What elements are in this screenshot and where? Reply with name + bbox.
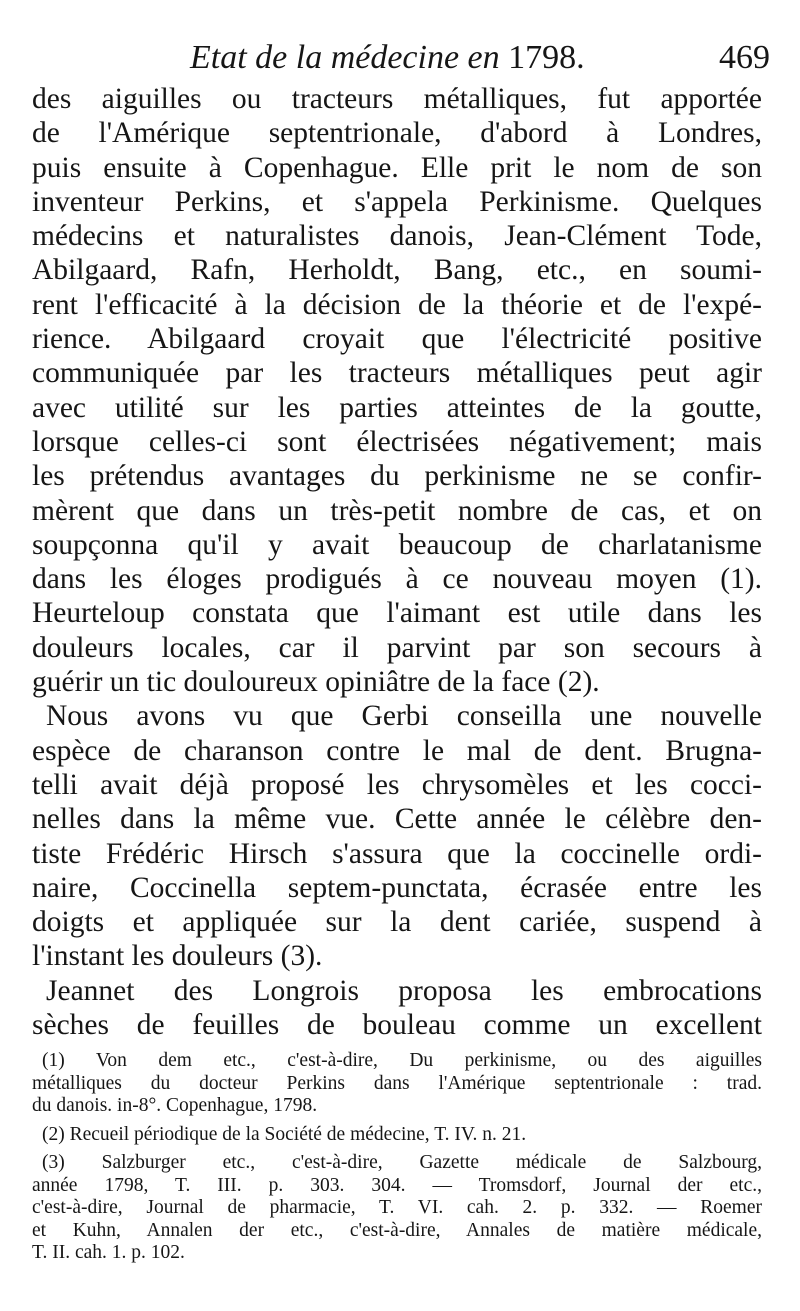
footnote-line: (2) Recueil périodique de la Société de médecine, T. IV. n. 21. — [42, 1123, 527, 1145]
text-line: lorsque celles-ci sont électrisées négativement; mais — [32, 425, 762, 458]
running-head-year: 1798. — [508, 39, 585, 76]
footnote-line: métalliques du docteur Perkins dans l'Amérique septentrionale : trad. — [32, 1072, 762, 1094]
page-number: 469 — [719, 39, 770, 76]
text-line: médecins et naturalistes danois, Jean-Clément Tode, — [32, 220, 762, 253]
footnote-line: c'est-à-dire, Journal de pharmacie, T. VI. cah. 2. p. 332. — Roemer — [32, 1197, 762, 1218]
text-line: guérir un tic douloureux opiniâtre de la face (2). — [32, 666, 600, 699]
running-head — [190, 36, 770, 80]
text-line: sèches de feuilles de bouleau comme un excellent — [32, 1009, 762, 1042]
text-line: Heurteloup constata que l'aimant est utile dans les — [32, 597, 762, 630]
text-line: les prétendus avantages du perkinisme ne se confir- — [32, 460, 762, 493]
text-line: Jeannet des Longrois proposa les embrocations — [46, 974, 762, 1007]
text-line: tiste Frédéric Hirsch s'assura que la coccinelle ordi- — [32, 837, 762, 870]
text-line: des aiguilles ou tracteurs métalliques, fut apportée — [32, 83, 762, 115]
footnote-2 — [32, 1124, 762, 1147]
footnote-line: (3) Salzburger etc., c'est-à-dire, Gazette médicale de Salzbourg, — [42, 1152, 762, 1173]
text-line: rience. Abilgaard croyait que l'électricité positive — [32, 323, 762, 356]
text-line: nelles dans la même vue. Cette année le célèbre den- — [32, 803, 762, 836]
footnote-1 — [32, 1050, 762, 1118]
text-line: inventeur Perkins, et s'appela Perkinisme. Quelques — [32, 185, 762, 218]
text-line: rent l'efficacité à la décision de la théorie et de l'expé- — [32, 288, 762, 321]
footnote-3 — [32, 1152, 762, 1265]
text-line: l'instant les douleurs (3). — [32, 940, 323, 973]
text-line: telli avait déjà proposé les chrysomèles et les cocci- — [32, 768, 762, 801]
text-line: mèrent que dans un très-petit nombre de cas, et on — [32, 494, 762, 527]
text-line: dans les éloges prodigués à ce nouveau moyen (1). — [32, 563, 762, 596]
text-line: puis ensuite à Copenhague. Elle prit le nom de son — [32, 151, 762, 184]
text-line: naire, Coccinella septem-punctata, écrasée entre les — [32, 871, 762, 904]
footnote-line: (1) Von dem etc., c'est-à-dire, Du perkinisme, ou des aiguilles — [42, 1050, 762, 1071]
text-line: avec utilité sur les parties atteintes de la goutte, — [32, 391, 762, 424]
text-line: espèce de charanson contre le mal de dent. Brugna- — [32, 734, 762, 767]
text-line: doigts et appliquée sur la dent cariée, suspend à — [32, 906, 762, 939]
text-line: douleurs locales, car il parvint par son secours à — [32, 631, 762, 664]
footnote-line: et Kuhn, Annalen der etc., c'est-à-dire, Annales de matière médicale, — [32, 1219, 762, 1241]
text-line: Abilgaard, Rafn, Herholdt, Bang, etc., en soumi- — [32, 254, 762, 287]
text-line: de l'Amérique septentrionale, d'abord à Londres, — [32, 117, 762, 150]
footnote-line: année 1798, T. III. p. 303. 304. — Tromsdorf, Journal der etc., — [32, 1174, 762, 1196]
footnotes — [32, 1050, 762, 1271]
running-head-title: Etat de la médecine en — [190, 39, 500, 76]
body-text — [32, 82, 762, 1042]
footnote-line: T. II. cah. 1. p. 102. — [32, 1242, 185, 1263]
footnote-line: du danois. in-8°. Copenhague, 1798. — [32, 1095, 318, 1116]
text-line: Nous avons vu que Gerbi conseilla une nouvelle — [46, 700, 762, 733]
text-line: communiquée par les tracteurs métalliques peut agir — [32, 357, 762, 390]
text-line: soupçonna qu'il y avait beaucoup de charlatanisme — [32, 528, 762, 561]
